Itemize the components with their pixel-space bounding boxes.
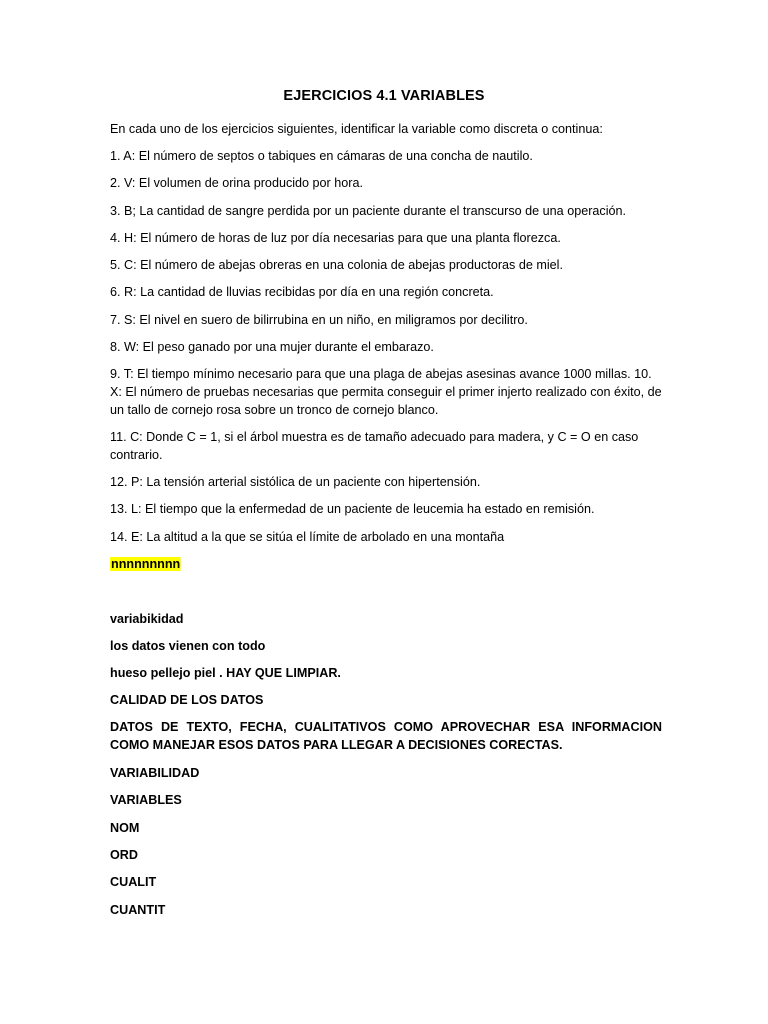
note-cuantit: CUANTIT — [110, 903, 166, 917]
note-nom: NOM — [110, 821, 140, 835]
exercise-9-10: 9. T: El tiempo mínimo necesario para que una plaga de abejas asesinas avance 1000 millas. 10. X: El número de pruebas necesarias que permita conseguir el primer injerto realizado con éxito, de un tallo de cornejo rosa sobre un tronco de cornejo blanco. — [110, 367, 662, 417]
highlighted-text: nnnnnnnnn — [111, 557, 181, 571]
exercise-12: 12. P: La tensión arterial sistólica de un paciente con hipertensión. — [110, 475, 481, 489]
note-datos-texto: DATOS DE TEXTO, FECHA, CUALITATIVOS COMO APROVECHAR ESA INFORMACION COMO MANEJAR ESOS DATOS PARA LLEGAR A DECISIONES CORECTAS. — [110, 720, 662, 752]
exercise-11: 11. C: Donde C = 1, si el árbol muestra es de tamaño adecuado para madera, y C = O en caso contrario. — [110, 430, 639, 462]
note-ord: ORD — [110, 848, 138, 862]
exercise-1: 1. A: El número de septos o tabiques en cámaras de una concha de nautilo. — [110, 149, 533, 163]
note-calidad: CALIDAD DE LOS DATOS — [110, 693, 264, 707]
document-title: EJERCICIOS 4.1 VARIABLES — [283, 88, 485, 104]
note-variabikidad: variabikidad — [110, 612, 184, 626]
exercise-7: 7. S: El nivel en suero de bilirrubina en un niño, en miligramos por decilitro. — [110, 313, 528, 327]
exercise-2: 2. V: El volumen de orina producido por hora. — [110, 176, 363, 190]
note-cualit: CUALIT — [110, 875, 157, 889]
exercise-6: 6. R: La cantidad de lluvias recibidas por día en una región concreta. — [110, 285, 494, 299]
exercise-14: 14. E: La altitud a la que se sitúa el límite de arbolado en una montaña — [110, 530, 505, 544]
note-limpiar: hueso pellejo piel . HAY QUE LIMPIAR. — [110, 666, 341, 680]
highlighted-line — [110, 555, 662, 573]
exercise-3: 3. B; La cantidad de sangre perdida por un paciente durante el transcurso de una operación. — [110, 204, 626, 218]
note-datos-vienen: los datos vienen con todo — [110, 639, 266, 653]
exercise-4: 4. H: El número de horas de luz por día necesarias para que una planta florezca. — [110, 231, 561, 245]
note-variables: VARIABLES — [110, 793, 182, 807]
note-variabilidad: VARIABILIDAD — [110, 766, 200, 780]
intro-text: En cada uno de los ejercicios siguientes, identificar la variable como discreta o continua: — [110, 122, 603, 136]
exercise-5: 5. C: El número de abejas obreras en una colonia de abejas productoras de miel. — [110, 258, 563, 272]
exercise-13: 13. L: El tiempo que la enfermedad de un paciente de leucemia ha estado en remisión. — [110, 502, 595, 516]
exercise-8: 8. W: El peso ganado por una mujer durante el embarazo. — [110, 340, 434, 354]
